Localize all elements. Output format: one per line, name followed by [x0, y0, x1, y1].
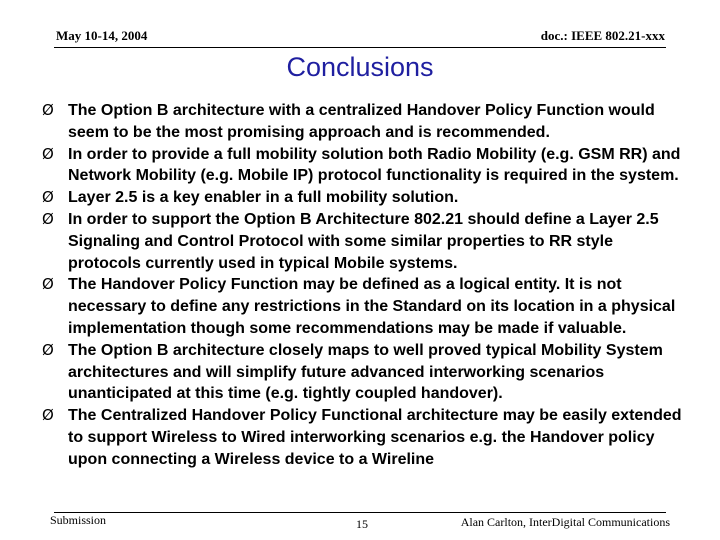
arrow-bullet-icon: Ø — [42, 340, 54, 359]
footer — [0, 513, 720, 533]
header-doc-id: doc.: IEEE 802.21-xxx — [540, 28, 665, 43]
list-item — [42, 405, 682, 470]
arrow-bullet-icon: Ø — [42, 188, 54, 207]
list-item — [42, 144, 682, 188]
bullet-text: In order to support the Option B Architecture 802.21 should define a Layer 2.5 Signaling and Control Protocol with some similar properties to RR style protocols currently used in typical Mobile systems. — [68, 210, 659, 272]
footer-author: Alan Carlton, InterDigital Communications — [460, 515, 670, 529]
list-item — [42, 187, 682, 209]
bullet-text: The Option B architecture closely maps to well proved typical Mobility System architectures and will simplify future advanced interworking scenarios unanticipated at this time (e.g. tightly coupled handover). — [68, 341, 663, 403]
bullet-list — [42, 100, 682, 471]
bullet-text: The Option B architecture with a centralized Handover Policy Function would seem to be the most promising approach and is recommended. — [68, 102, 655, 141]
arrow-bullet-icon: Ø — [42, 406, 54, 425]
arrow-bullet-icon: Ø — [42, 144, 54, 163]
bullet-text: Layer 2.5 is a key enabler in a full mobility solution. — [68, 189, 459, 207]
list-item — [42, 209, 682, 274]
arrow-bullet-icon: Ø — [42, 275, 54, 294]
header-divider — [54, 47, 666, 48]
list-item — [42, 340, 682, 405]
list-item — [42, 274, 682, 339]
bullet-text: In order to provide a full mobility solution both Radio Mobility (e.g. GSM RR) and Network Mobility (e.g. Mobile IP) protocol functionality is required in the system. — [68, 145, 681, 185]
footer-submission: Submission — [50, 513, 107, 527]
footer-page-number: 15 — [356, 517, 368, 531]
list-item — [42, 100, 682, 144]
arrow-bullet-icon: Ø — [42, 101, 54, 119]
bullet-text: The Centralized Handover Policy Functional architecture may be easily extended to support Wireless to Wired interworking scenarios e.g. the Handover policy upon connecting a Wireless device to a Wireline — [68, 407, 682, 468]
arrow-bullet-icon: Ø — [42, 209, 54, 228]
bullet-text: The Handover Policy Function may be defined as a logical entity. It is not necessary to define any restrictions in the Standard on its location in a physical implementation though some recommendations may be made if valuable. — [68, 276, 676, 337]
header-date: May 10-14, 2004 — [56, 28, 148, 43]
page-title: Conclusions — [286, 52, 434, 82]
